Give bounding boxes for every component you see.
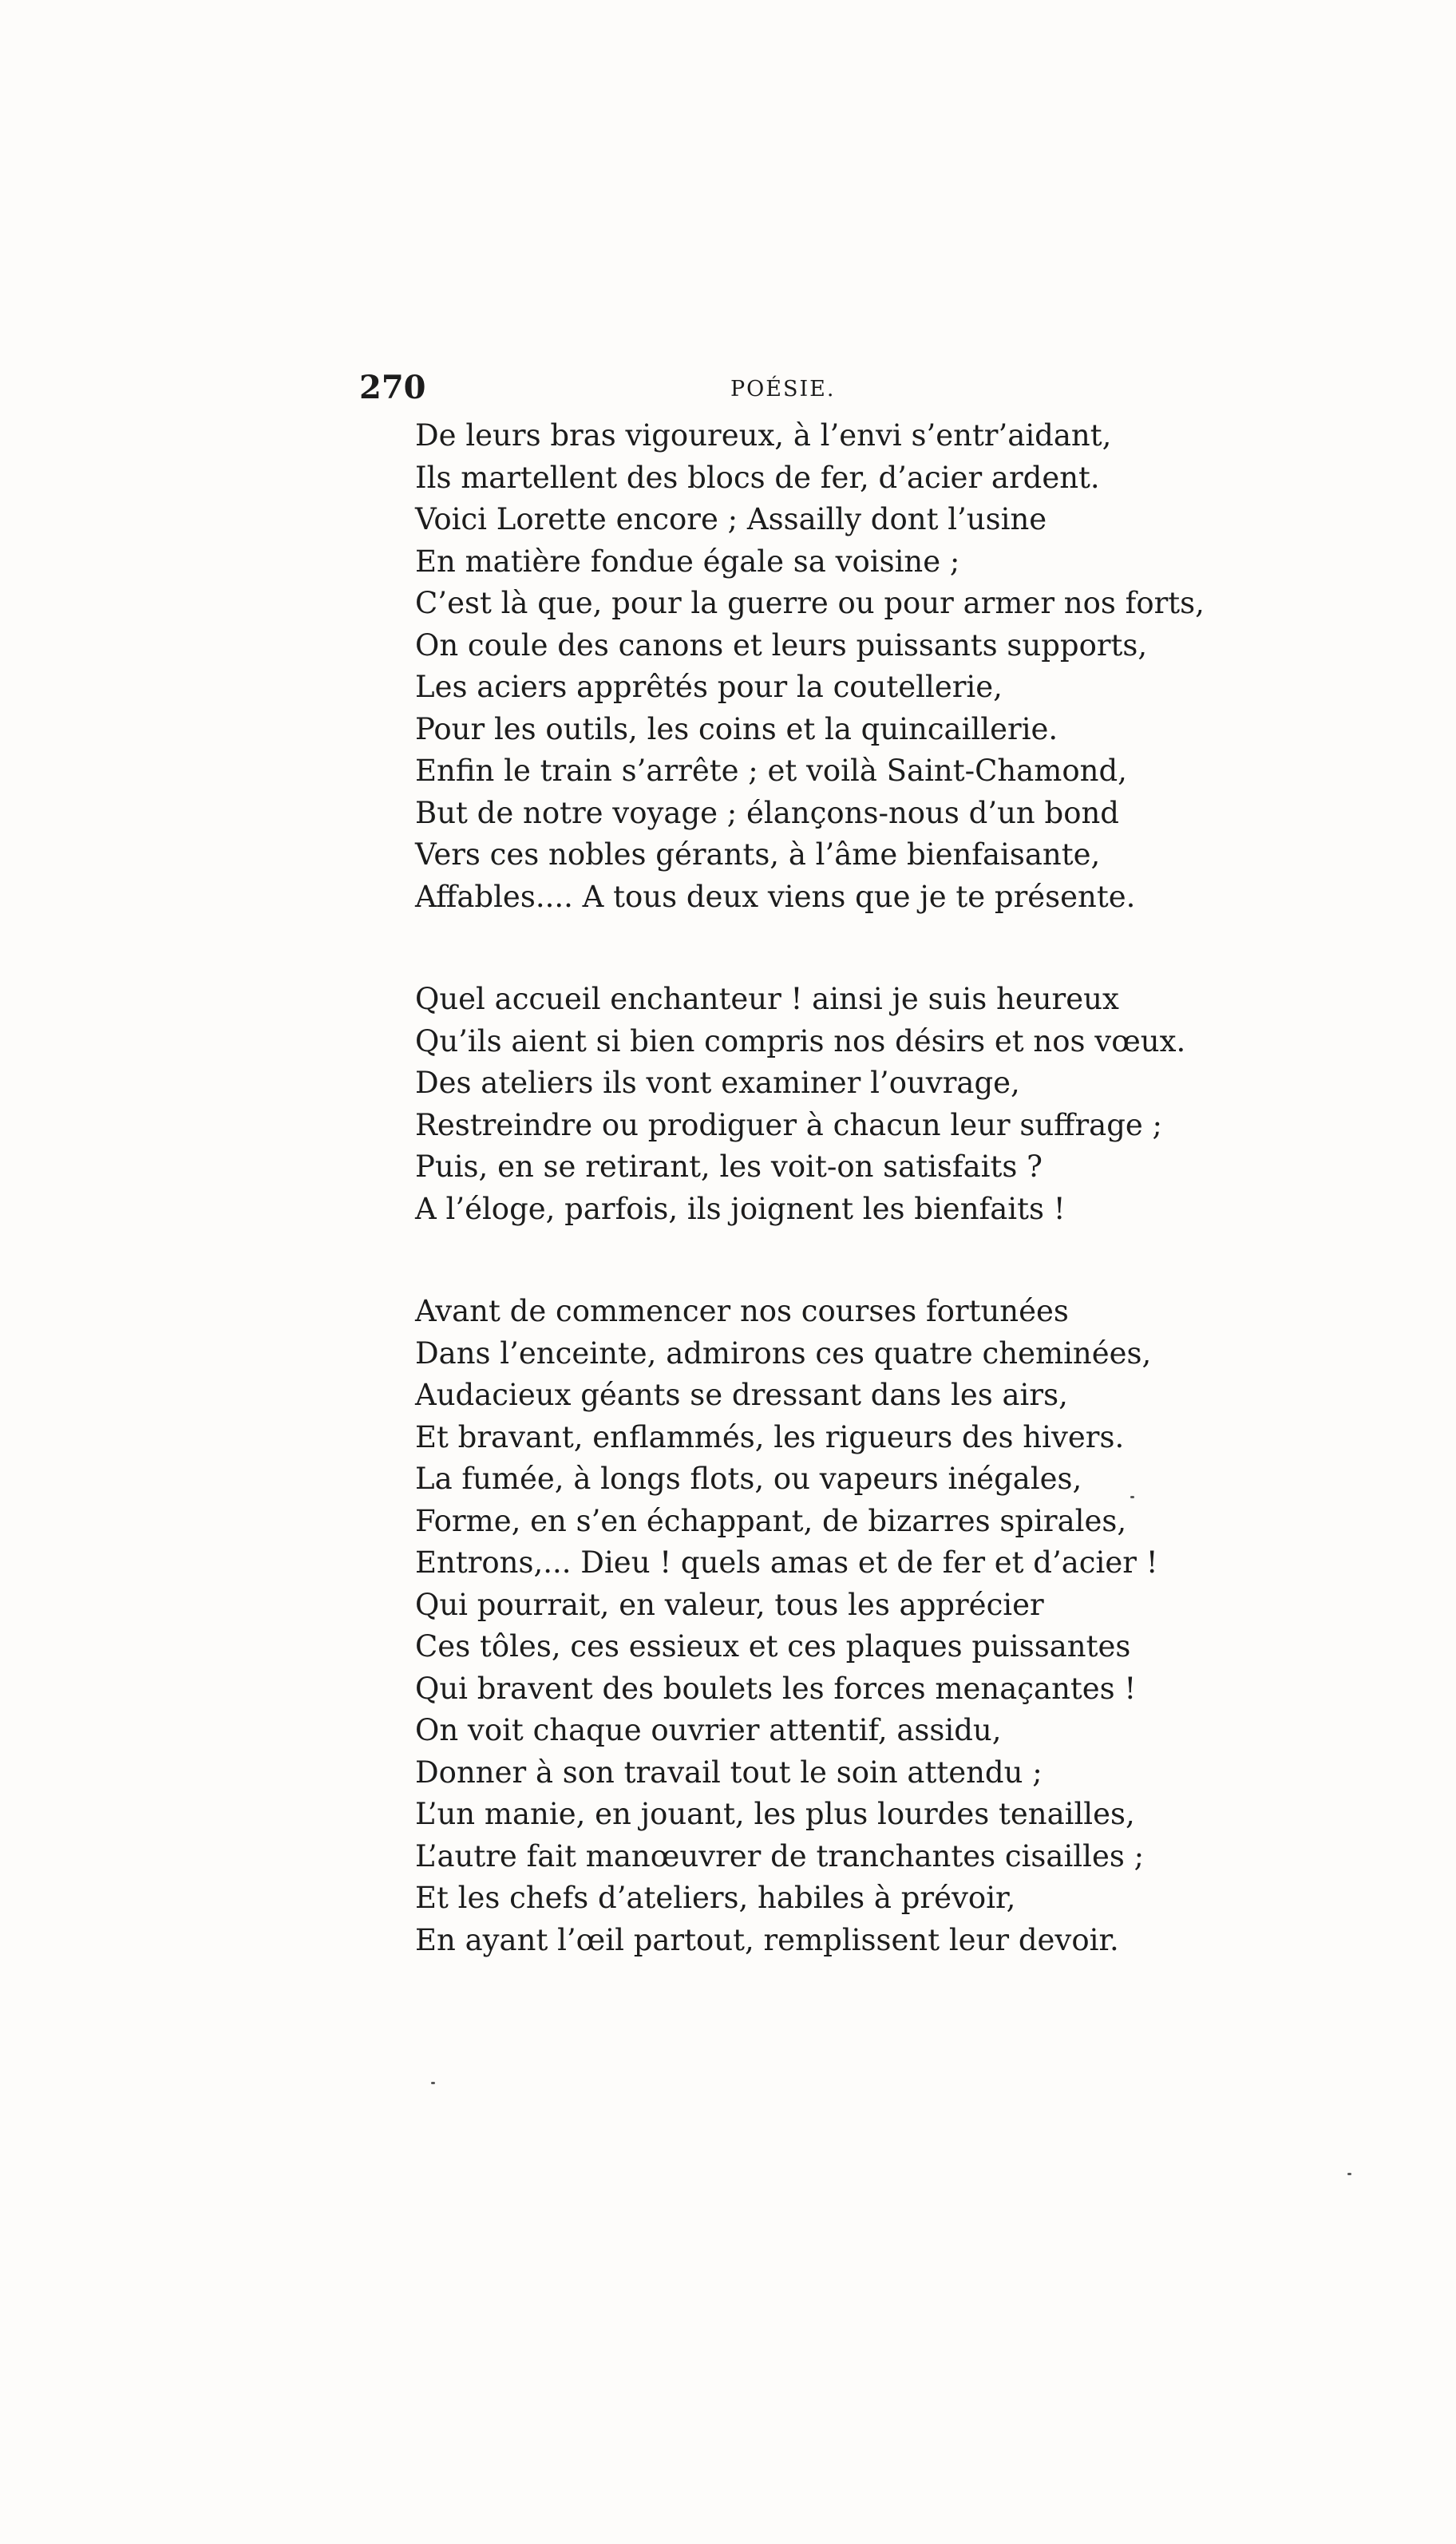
- verse-line: L’un manie, en jouant, les plus lourdes tenailles,: [415, 1797, 1135, 1831]
- verse-line: Quel accueil enchanteur ! ainsi je suis heureux: [415, 982, 1119, 1016]
- stanza-1: [415, 415, 1373, 918]
- verse-line: Qui pourrait, en valeur, tous les apprécier: [415, 1587, 1044, 1622]
- ink-speck: [1347, 2173, 1351, 2175]
- verse-line: Avant de commencer nos courses fortunées: [415, 1294, 1069, 1328]
- verse-line: La fumée, à longs flots, ou vapeurs inégales,: [415, 1462, 1082, 1496]
- verse-line: C’est là que, pour la guerre ou pour armer nos forts,: [415, 586, 1205, 620]
- stanza-2: [415, 979, 1373, 1230]
- verse-line: Puis, en se retirant, les voit-on satisfaits ?: [415, 1149, 1043, 1184]
- verse-line: Audacieux géants se dressant dans les airs,: [415, 1378, 1068, 1412]
- verse-line: Des ateliers ils vont examiner l’ouvrage,: [415, 1066, 1020, 1100]
- verse-line: Affables.... A tous deux viens que je te présente.: [415, 879, 1136, 914]
- verse-line: Qui bravent des boulets les forces menaçantes !: [415, 1671, 1137, 1706]
- verse-line: Ces tôles, ces essieux et ces plaques puissantes: [415, 1629, 1131, 1664]
- verse-line: Et bravant, enflammés, les rigueurs des hivers.: [415, 1419, 1125, 1454]
- verse-line: Entrons,... Dieu ! quels amas et de fer et d’acier !: [415, 1545, 1158, 1580]
- verse-line: En matière fondue égale sa voisine ;: [415, 544, 960, 579]
- running-title: POÉSIE.: [730, 377, 836, 402]
- verse-line: Dans l’enceinte, admirons ces quatre cheminées,: [415, 1335, 1152, 1371]
- ink-speck: [1130, 1496, 1134, 1498]
- verse-line: A l’éloge, parfois, ils joignent les bienfaits !: [415, 1191, 1066, 1226]
- poem: [415, 415, 1373, 2022]
- verse-line: Les aciers apprêtés pour la coutellerie,: [415, 670, 1003, 704]
- verse-line: Ils martellent des blocs de fer, d’acier ardent.: [415, 460, 1100, 495]
- verse-line: Enfin le train s’arrête ; et voilà Saint-Chamond,: [415, 754, 1127, 788]
- verse-line: De leurs bras vigoureux, à l’envi s’entr’aidant,: [415, 418, 1112, 453]
- verse-line: On coule des canons et leurs puissants supports,: [415, 627, 1148, 663]
- verse-line: Qu’ils aient si bien compris nos désirs et nos vœux.: [415, 1023, 1186, 1058]
- stanza-3: [415, 1291, 1373, 1961]
- verse-line: Restreindre ou prodiguer à chacun leur suffrage ;: [415, 1107, 1163, 1142]
- verse-line: Forme, en s’en échappant, de bizarres spirales,: [415, 1503, 1127, 1538]
- verse-line: Voici Lorette encore ; Assailly dont l’usine: [415, 502, 1047, 536]
- page-header: [359, 369, 1301, 417]
- verse-line: But de notre voyage ; élançons-nous d’un bond: [415, 795, 1119, 830]
- verse-line: On voit chaque ouvrier attentif, assidu,: [415, 1713, 1002, 1747]
- verse-line: Donner à son travail tout le soin attendu ;: [415, 1755, 1043, 1790]
- verse-line: L’autre fait manœuvrer de tranchantes cisailles ;: [415, 1838, 1145, 1873]
- verse-line: Pour les outils, les coins et la quincaillerie.: [415, 711, 1058, 746]
- ink-speck: [431, 2082, 435, 2084]
- verse-line: En ayant l’œil partout, remplissent leur devoir.: [415, 1922, 1119, 1957]
- page-number: 270: [359, 369, 426, 406]
- verse-line: Et les chefs d’ateliers, habiles à prévoir,: [415, 1881, 1016, 1915]
- verse-line: Vers ces nobles gérants, à l’âme bienfaisante,: [415, 837, 1101, 872]
